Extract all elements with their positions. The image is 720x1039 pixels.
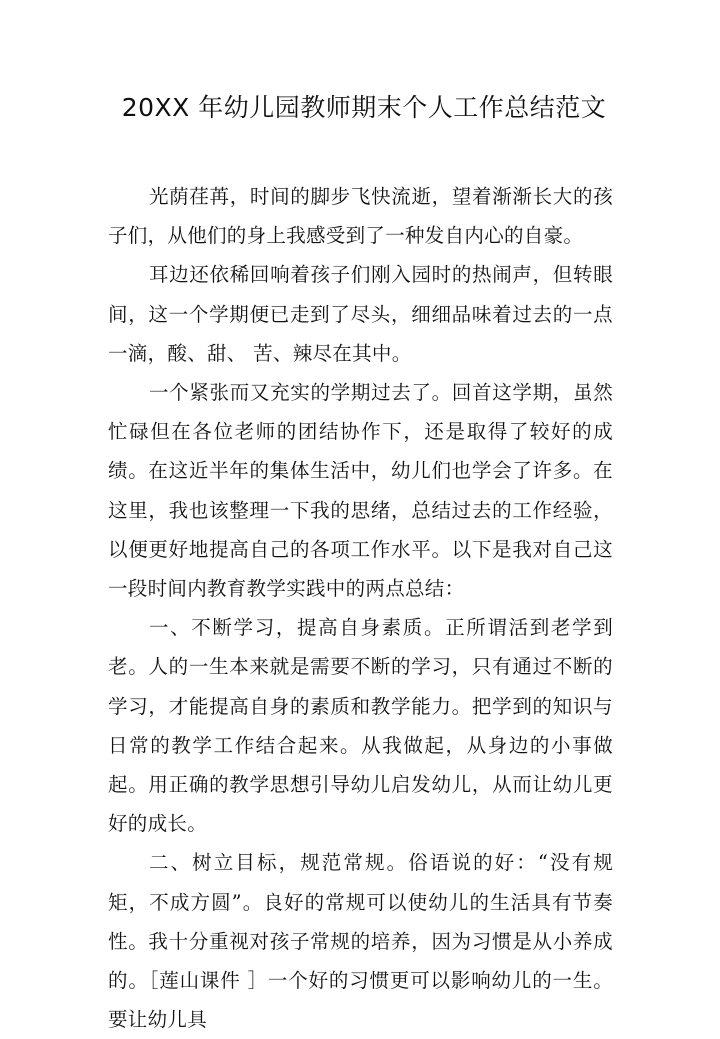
document-title: 20XX 年幼儿园教师期末个人工作总结范文 — [121, 93, 607, 122]
paragraph-intro: 光荫荏苒，时间的脚步飞快流逝，望着渐渐长大的孩子们，从他们的身上我感受到了一种发自内心的自豪。 — [108, 185, 613, 248]
paragraph-point-two: 二、树立目标，规范常规。俗语说的好：“没有规矩，不成方圆”。良好的常规可以使幼儿的生活具有节奏性。我十分重视对孩子常规的培养，因为习惯是从小养成的。［莲山课件 ］一个好的习惯更可以影响幼儿的一生。要让幼儿具 — [108, 851, 613, 1032]
paragraph-point-one: 一、不断学习，提高自身素质。正所谓活到老学到老。人的一生本来就是需要不断的学习，只有通过不断的学习，才能提高自身的素质和教学能力。把学到的知识与日常的教学工作结合起来。从我做起，从身边的小事做起。用正确的教学思想引导幼儿启发幼儿，从而让幼儿更好的成长。 — [108, 616, 613, 836]
paragraph-memories: 耳边还依稀回响着孩子们刚入园时的热闹声，但转眼间，这一个学期便已走到了尽头，细细品味着过去的一点一滴，酸、甜、 苦、辣尽在其中。 — [108, 263, 613, 365]
document-body — [108, 177, 613, 1039]
paragraph-semester-review: 一个紧张而又充实的学期过去了。回首这学期，虽然忙碌但在各位老师的团结协作下，还是取得了较好的成绩。在这近半年的集体生活中，幼儿们也学会了许多。在这里，我也该整理一下我的思绪，总结过去的工作经验，以便更好地提高自己的各项工作水平。以下是我对自己这一段时间内教育教学实践中的两点总结： — [108, 381, 613, 601]
